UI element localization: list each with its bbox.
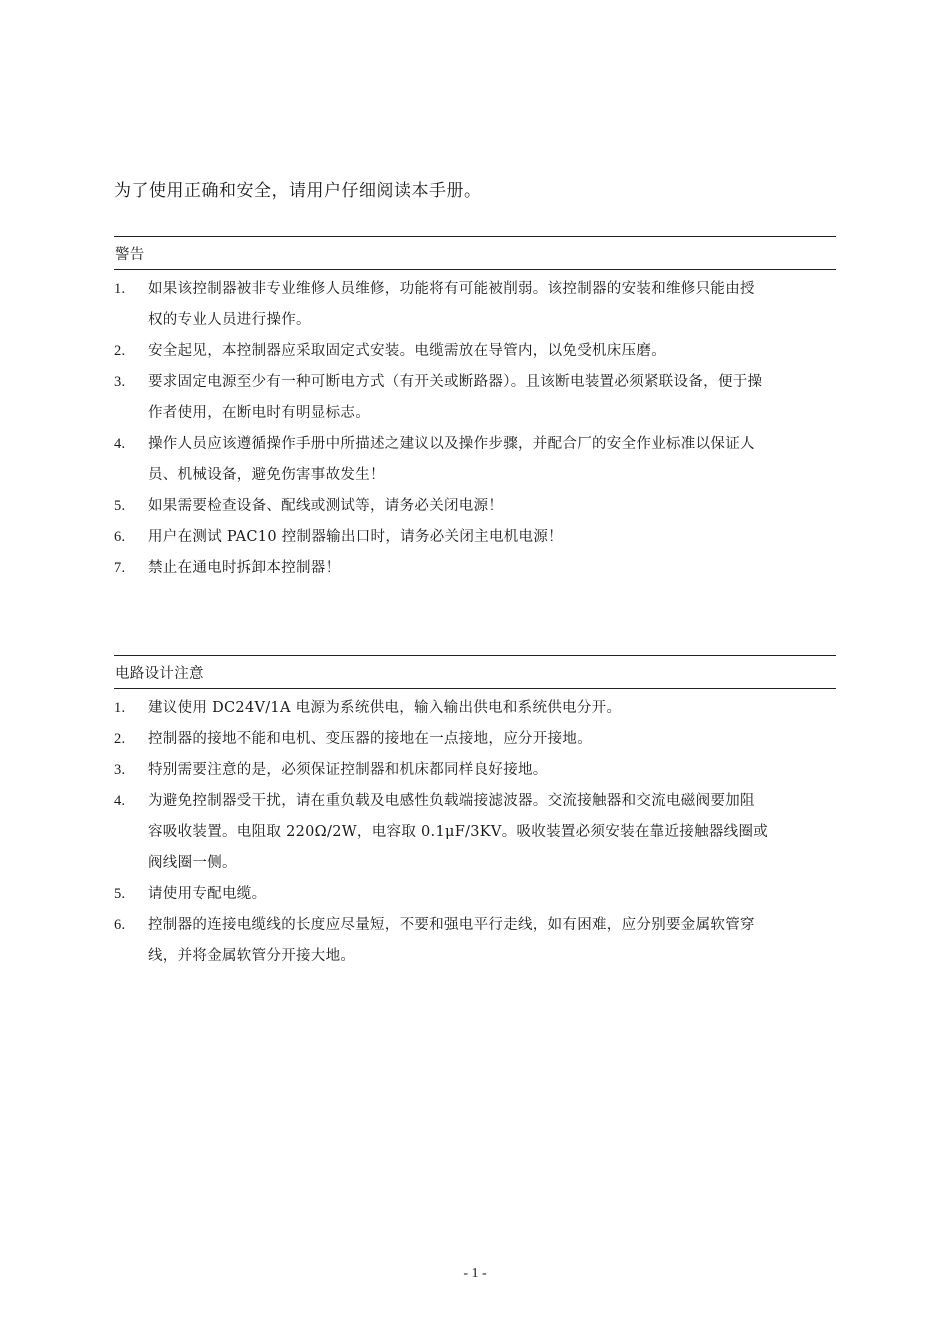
circuit-section — [114, 655, 836, 972]
circuit-list — [114, 693, 836, 972]
list-item-line: 要求固定电源至少有一种可断电方式（有开关或断路器）。且该断电装置必须紧联设备，便于操 — [148, 374, 763, 390]
list-item-line: 权的专业人员进行操作。 — [148, 312, 311, 328]
list-item — [114, 367, 836, 429]
list-item-line: 控制器的连接电缆线的长度应尽量短，不要和强电平行走线，如有困难，应分别要金属软管穿 — [148, 917, 755, 933]
list-item-line: 建议使用 DC24V/1A 电源为系统供电，输入输出供电和系统供电分开。 — [148, 700, 622, 716]
list-item-text — [148, 522, 836, 553]
list-item — [114, 724, 836, 755]
list-item-line: 如果需要检查设备、配线或测试等，请务必关闭电源！ — [148, 498, 504, 514]
list-item-text — [148, 336, 836, 367]
list-item — [114, 553, 836, 584]
list-item-line: 线，并将金属软管分开接大地。 — [148, 948, 356, 964]
list-item-line: 操作人员应该遵循操作手册中所描述之建议以及操作步骤，并配合厂的安全作业标准以保证人 — [148, 436, 755, 452]
list-item — [114, 274, 836, 336]
list-item — [114, 879, 836, 910]
list-item-line: 员、机械设备，避免伤害事故发生！ — [148, 467, 385, 483]
list-item-line: 特别需要注意的是，必须保证控制器和机床都同样良好接地。 — [148, 762, 548, 778]
list-item-line: 用户在测试 PAC10 控制器输出口时，请务必关闭主电机电源！ — [148, 529, 563, 545]
list-item-number: 2. — [114, 343, 126, 359]
list-item — [114, 910, 836, 972]
list-item-number: 4. — [114, 793, 126, 809]
list-item-text — [148, 755, 836, 786]
list-item — [114, 755, 836, 786]
list-item-number: 6. — [114, 529, 126, 545]
warning-list — [114, 274, 836, 584]
list-item-line: 禁止在通电时拆卸本控制器！ — [148, 560, 341, 576]
list-item-number: 6. — [114, 917, 126, 933]
list-item-number: 3. — [114, 374, 126, 390]
list-item-line: 作者使用，在断电时有明显标志。 — [148, 405, 370, 421]
list-item-text — [148, 879, 836, 910]
page-number: - 1 - — [463, 1266, 487, 1281]
warning-title: 警告 — [114, 236, 836, 270]
list-item-text — [148, 910, 836, 972]
list-item-number: 1. — [114, 700, 126, 716]
list-item-number: 5. — [114, 886, 126, 902]
list-item — [114, 336, 836, 367]
list-item-number: 4. — [114, 436, 126, 452]
warning-section — [114, 236, 836, 584]
list-item — [114, 693, 836, 724]
list-item-text — [148, 724, 836, 755]
list-item-number: 3. — [114, 762, 126, 778]
list-item-line: 如果该控制器被非专业维修人员维修，功能将有可能被削弱。该控制器的安装和维修只能由授 — [148, 281, 755, 297]
list-item — [114, 491, 836, 522]
list-item-line: 请使用专配电缆。 — [148, 886, 267, 902]
list-item-line: 控制器的接地不能和电机、变压器的接地在一点接地，应分开接地。 — [148, 731, 592, 747]
list-item-number: 7. — [114, 560, 126, 576]
list-item-line: 为避免控制器受干扰，请在重负载及电感性负载端接滤波器。交流接触器和交流电磁阀要加阻 — [148, 793, 755, 809]
circuit-title: 电路设计注意 — [114, 655, 836, 689]
list-item-number: 5. — [114, 498, 126, 514]
list-item-text — [148, 367, 836, 429]
list-item-text — [148, 491, 836, 522]
list-item-text — [148, 786, 836, 879]
list-item-text — [148, 274, 836, 336]
list-item — [114, 429, 836, 491]
list-item-number: 2. — [114, 731, 126, 747]
list-item-line: 安全起见，本控制器应采取固定式安装。电缆需放在导管内，以免受机床压磨。 — [148, 343, 666, 359]
list-item-text — [148, 693, 836, 724]
list-item-line: 阀线圈一侧。 — [148, 855, 237, 871]
intro-text: 为了使用正确和安全，请用户仔细阅读本手册。 — [114, 181, 482, 201]
list-item-number: 1. — [114, 281, 126, 297]
list-item-line: 容吸收装置。电阻取 220Ω/2W，电容取 0.1μF/3KV。吸收装置必须安装在靠近接触器线圈或 — [148, 824, 769, 840]
list-item — [114, 786, 836, 879]
list-item-text — [148, 553, 836, 584]
list-item — [114, 522, 836, 553]
list-item-text — [148, 429, 836, 491]
